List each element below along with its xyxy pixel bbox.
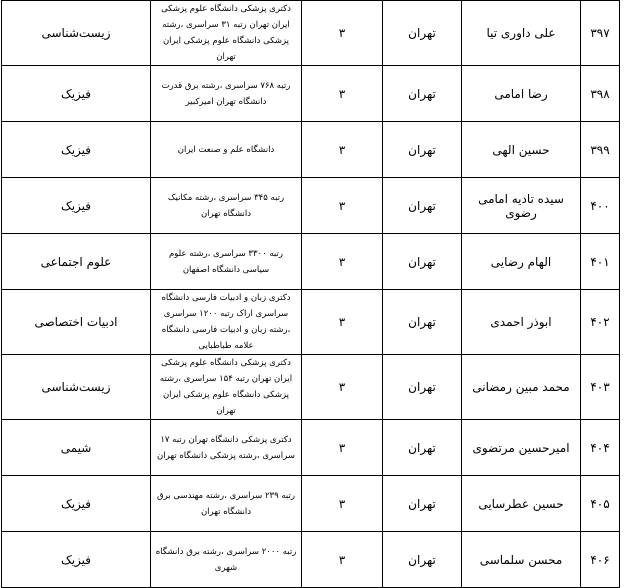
- row-number: ۴۰۱: [581, 234, 620, 290]
- table-row: [2, 122, 620, 178]
- city-cell: تهران: [383, 355, 462, 420]
- table-row: [2, 355, 620, 420]
- student-name: امیرحسین مرتضوی: [462, 420, 581, 476]
- student-name: رضا امامی: [462, 66, 581, 122]
- count-cell: ۳: [302, 532, 383, 588]
- row-number: ۳۹۸: [581, 66, 620, 122]
- note-cell: رتبه ۳۴۵ سراسری ،رشته مکانیک دانشگاه تهران: [151, 178, 302, 234]
- note-cell: دکتری پزشکی دانشگاه علوم پزشکی ایران تهران رتبه ۱۵۴ سراسری ،رشته پزشکی دانشگاه علوم پزشکی ایران تهران: [151, 355, 302, 420]
- table-row: [2, 290, 620, 355]
- note-cell: رتبه ۲۰۰۰ سراسری ،رشته برق دانشگاه شهری: [151, 532, 302, 588]
- count-cell: ۳: [302, 122, 383, 178]
- student-name: ابوذر احمدی: [462, 290, 581, 355]
- count-cell: ۳: [302, 355, 383, 420]
- city-cell: تهران: [383, 1, 462, 66]
- row-number: ۳۹۹: [581, 122, 620, 178]
- table-row: [2, 420, 620, 476]
- field-cell: شیمی: [2, 420, 151, 476]
- students-table: [1, 0, 620, 588]
- table-row: [2, 1, 620, 66]
- count-cell: ۳: [302, 290, 383, 355]
- field-cell: فیزیک: [2, 178, 151, 234]
- student-name: سیده تادیه امامی رضوی: [462, 178, 581, 234]
- city-cell: تهران: [383, 234, 462, 290]
- note-cell: دکتری پزشکی دانشگاه علوم پزشکی ایران تهران رتبه ۳۱ سراسری ،رشته پزشکی دانشگاه علوم پزشکی ایران تهران: [151, 1, 302, 66]
- student-name: محمد مبین رمضانی: [462, 355, 581, 420]
- city-cell: تهران: [383, 476, 462, 532]
- field-cell: فیزیک: [2, 476, 151, 532]
- student-name: علی داوری تیا: [462, 1, 581, 66]
- city-cell: تهران: [383, 122, 462, 178]
- student-name: حسین عطرسایی: [462, 476, 581, 532]
- city-cell: تهران: [383, 290, 462, 355]
- field-cell: ادبیات اختصاصی: [2, 290, 151, 355]
- field-cell: فیزیک: [2, 532, 151, 588]
- city-cell: تهران: [383, 532, 462, 588]
- note-cell: دانشگاه علم و صنعت ایران: [151, 122, 302, 178]
- city-cell: تهران: [383, 420, 462, 476]
- note-cell: رتبه ۳۳۰۰ سراسری ،رشته علوم سیاسی دانشگاه اصفهان: [151, 234, 302, 290]
- note-cell: رتبه ۷۶۸ سراسری ،رشته برق قدرت دانشگاه تهران امیرکبیر: [151, 66, 302, 122]
- note-cell: دکتری پزشکی دانشگاه تهران رتبه ۱۷ سراسری ،رشته پزشکی دانشگاه تهران: [151, 420, 302, 476]
- count-cell: ۳: [302, 1, 383, 66]
- row-number: ۳۹۷: [581, 1, 620, 66]
- table-row: [2, 476, 620, 532]
- note-cell: دکتری زبان و ادبیات فارسی دانشگاه سراسری اراک رتبه ۱۲۰۰ سراسری ،رشته زبان و ادبیات فارسی دانشگاه علامه طباطبایی: [151, 290, 302, 355]
- row-number: ۴۰۶: [581, 532, 620, 588]
- table-row: [2, 66, 620, 122]
- student-name: الهام رضایی: [462, 234, 581, 290]
- field-cell: زیست‌شناسی: [2, 1, 151, 66]
- student-name: حسین الهی: [462, 122, 581, 178]
- count-cell: ۳: [302, 420, 383, 476]
- field-cell: علوم اجتماعی: [2, 234, 151, 290]
- table-row: [2, 532, 620, 588]
- row-number: ۴۰۳: [581, 355, 620, 420]
- row-number: ۴۰۰: [581, 178, 620, 234]
- count-cell: ۳: [302, 476, 383, 532]
- city-cell: تهران: [383, 178, 462, 234]
- count-cell: ۳: [302, 178, 383, 234]
- note-cell: رتبه ۲۳۹ سراسری ،رشته مهندسی برق دانشگاه تهران: [151, 476, 302, 532]
- city-cell: تهران: [383, 66, 462, 122]
- field-cell: فیزیک: [2, 122, 151, 178]
- row-number: ۴۰۴: [581, 420, 620, 476]
- count-cell: ۳: [302, 66, 383, 122]
- table-row: [2, 178, 620, 234]
- student-name: محسن سلماسی: [462, 532, 581, 588]
- table-row: [2, 234, 620, 290]
- row-number: ۴۰۵: [581, 476, 620, 532]
- row-number: ۴۰۲: [581, 290, 620, 355]
- field-cell: فیزیک: [2, 66, 151, 122]
- field-cell: زیست‌شناسی: [2, 355, 151, 420]
- count-cell: ۳: [302, 234, 383, 290]
- table-body: [2, 1, 620, 588]
